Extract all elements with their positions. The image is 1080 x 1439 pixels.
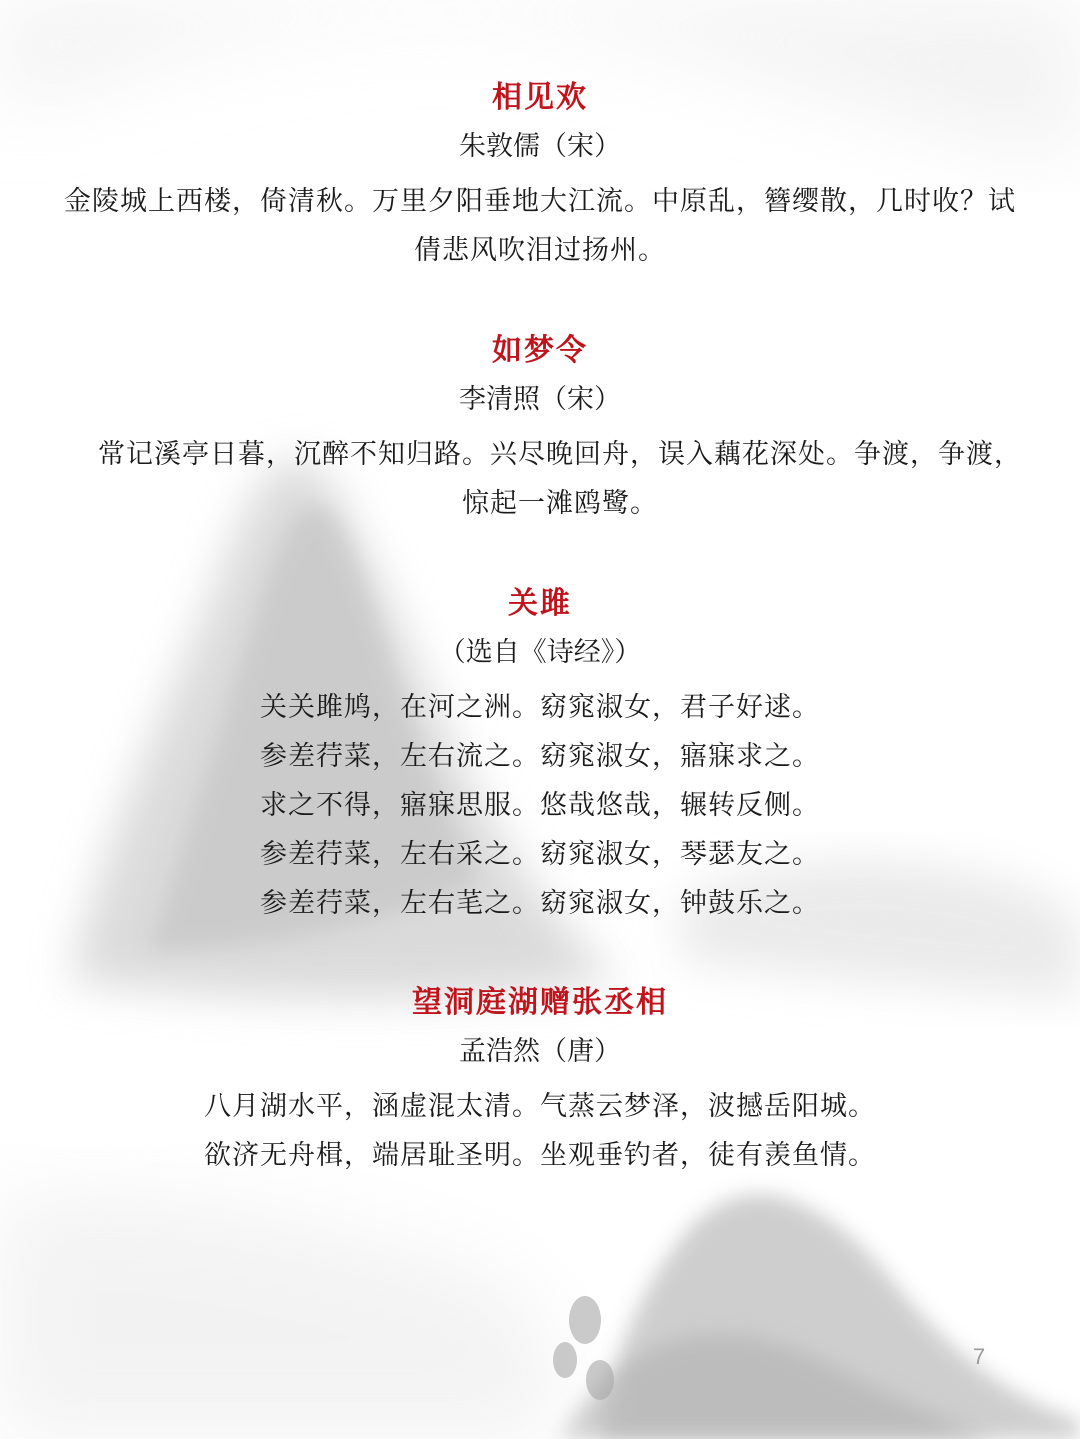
poem-guanju: [0, 584, 1080, 928]
poem-rumengling: [0, 331, 1080, 528]
poem-wangdongtinghu: [0, 983, 1080, 1180]
poem-lines: [0, 1082, 1080, 1180]
poem-title: 相见欢: [492, 80, 588, 115]
poem-title: 望洞庭湖赠张丞相: [412, 985, 668, 1020]
poem-author: 李清照（宋）: [459, 384, 621, 415]
poem-lines: [0, 683, 1080, 928]
poem-line: 参差荇菜，左右采之。窈窕淑女，琴瑟友之。: [260, 839, 820, 870]
poem-title: 如梦令: [492, 333, 588, 368]
poem-line: 求之不得，寤寐思服。悠哉悠哉，辗转反侧。: [260, 790, 820, 821]
poem-title: 关雎: [508, 586, 572, 621]
poem-text: 常记溪亭日暮，沉醉不知归路。兴尽晚回舟，误入藕花深处。争渡，争渡，惊起一滩鸥鹭。: [98, 439, 1022, 519]
poem-author: （选自《诗经》）: [438, 637, 642, 668]
poem-xiangjianhuan: [0, 78, 1080, 275]
poem-line: 欲济无舟楫，端居耻圣明。坐观垂钓者，徒有羡鱼情。: [204, 1140, 876, 1171]
poem-line: 参差荇菜，左右芼之。窈窕淑女，钟鼓乐之。: [260, 888, 820, 919]
poem-author: 朱敦儒（宋）: [459, 131, 621, 162]
poem-line: 关关雎鸠，在河之洲。窈窕淑女，君子好逑。: [260, 692, 820, 723]
poem-line: 八月湖水平，涵虚混太清。气蒸云梦泽，波撼岳阳城。: [204, 1091, 876, 1122]
poem-text: 金陵城上西楼，倚清秋。万里夕阳垂地大江流。中原乱，簪缨散，几时收？试倩悲风吹泪过扬州。: [64, 186, 1016, 266]
poem-line: 参差荇菜，左右流之。窈窕淑女，寤寐求之。: [260, 741, 820, 772]
poem-author: 孟浩然（唐）: [459, 1036, 621, 1067]
page-number: 7: [972, 1344, 986, 1369]
